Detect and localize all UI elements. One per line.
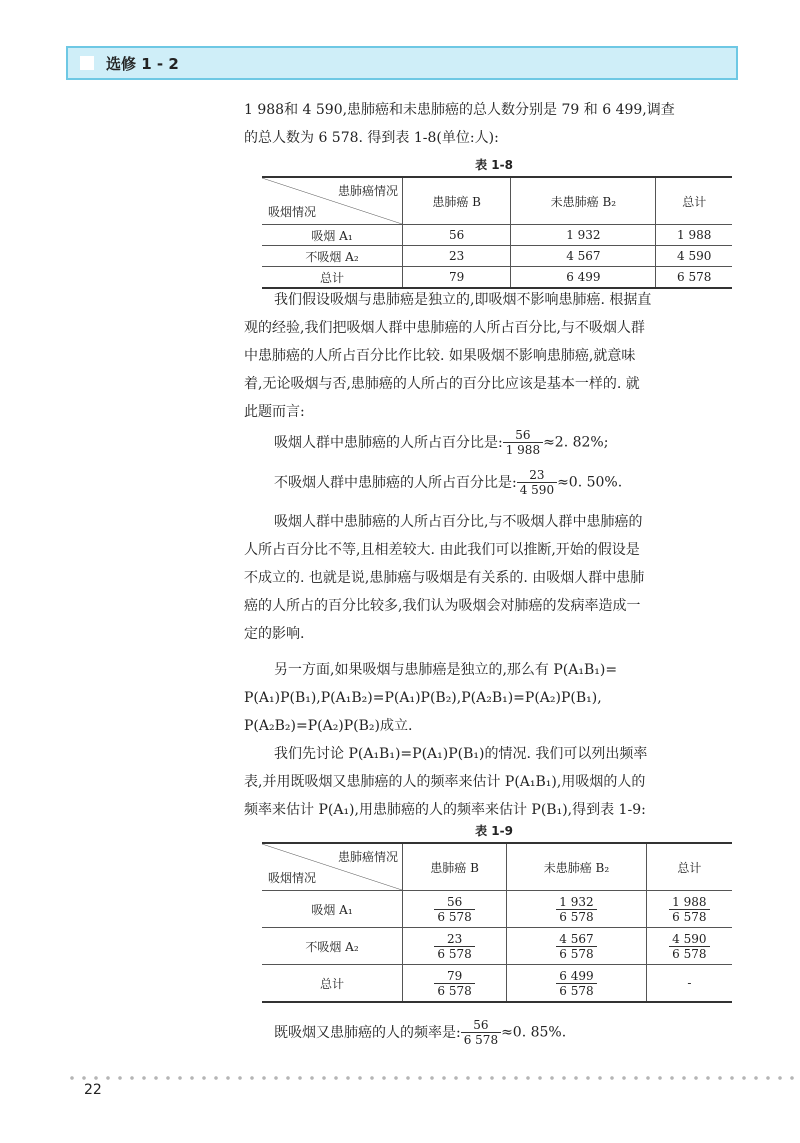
text-line: 人所占百分比不等,且相差较大. 由此我们可以推断,开始的假设是 xyxy=(244,542,640,558)
formula-result: ≈0. 50%. xyxy=(557,474,623,491)
formula-result: ≈2. 82%; xyxy=(543,434,609,451)
column-header: 总计 xyxy=(646,843,732,891)
paragraph-1 xyxy=(244,286,744,426)
page-number: 22 xyxy=(84,1082,102,1098)
row-label: 不吸烟 A₂ xyxy=(262,246,403,267)
fraction: $\frac{1 988}{6 578}$ xyxy=(669,895,709,924)
text-line: 吸烟人群中患肺癌的人所占百分比,与不吸烟人群中患肺癌的 xyxy=(274,514,643,530)
intro-text xyxy=(244,96,744,152)
text-line: 我们假设吸烟与患肺癌是独立的,即吸烟不影响患肺癌. 根据直 xyxy=(274,292,652,308)
text-line: 癌的人所占的百分比较多,我们认为吸烟会对肺癌的发病率造成一 xyxy=(244,598,641,614)
column-header: 未患肺癌 B₂ xyxy=(511,177,656,225)
text-line: 不成立的. 也就是说,患肺癌与吸烟是有关系的. 由吸烟人群中患肺 xyxy=(244,570,645,586)
text-line: P(A₁)P(B₁),P(A₁B₂)=P(A₁)P(B₂),P(A₂B₁)=P(A₂)P(B₁), xyxy=(244,690,602,706)
text-line: 着,无论吸烟与否,患肺癌的人所占的百分比应该是基本一样的. 就 xyxy=(244,376,640,392)
table-cell: 23 xyxy=(403,246,511,267)
paragraph-3 xyxy=(244,656,744,740)
row-label: 总计 xyxy=(262,965,403,1003)
row-label: 吸烟 A₁ xyxy=(262,225,403,246)
table-cell: 56 xyxy=(403,225,511,246)
text-line: 表,并用既吸烟又患肺癌的人的频率来估计 P(A₁B₁),用吸烟的人的 xyxy=(244,774,646,790)
column-header: 患肺癌 B xyxy=(403,177,511,225)
row-label: 不吸烟 A₂ xyxy=(262,928,403,965)
table-cell: 6 499 xyxy=(511,267,656,289)
formula-text: 吸烟人群中患肺癌的人所占百分比是: xyxy=(274,434,503,451)
corner-bottom-label: 吸烟情况 xyxy=(268,871,317,885)
fraction: $\frac{4 590}{6 578}$ xyxy=(669,932,709,961)
table-row xyxy=(262,965,732,1003)
corner-top-label: 患肺癌情况 xyxy=(337,850,398,864)
table-cell xyxy=(403,891,507,928)
text-line: P(A₂B₂)=P(A₂)P(B₂)成立. xyxy=(244,718,413,734)
fraction: $\frac{56}{1 988}$ xyxy=(503,428,543,457)
paragraph-4 xyxy=(244,740,744,824)
table-corner xyxy=(262,177,403,225)
table-row xyxy=(262,928,732,965)
paragraph-2 xyxy=(244,508,744,648)
corner-top-label: 患肺癌情况 xyxy=(337,184,398,198)
table-row xyxy=(262,246,732,267)
table-caption: 表 1-9 xyxy=(475,824,513,838)
table-header-row xyxy=(262,843,732,891)
chapter-title: 选修 1 - 2 xyxy=(106,54,179,73)
chapter-header xyxy=(66,46,738,80)
table-row xyxy=(262,891,732,928)
fraction: $\frac{56}{6 578}$ xyxy=(434,895,474,924)
text-line: 定的影响. xyxy=(244,626,305,642)
table-cell xyxy=(646,928,732,965)
row-label: 总计 xyxy=(262,267,403,289)
table-row xyxy=(262,225,732,246)
table-row xyxy=(262,267,732,289)
text-line: 中患肺癌的人所占百分比作比较. 如果吸烟不影响患肺癌,就意味 xyxy=(244,348,636,364)
table-cell xyxy=(403,965,507,1003)
column-header: 未患肺癌 B₂ xyxy=(507,843,647,891)
table-1-8 xyxy=(262,176,732,289)
text-line: 的总人数为 6 578. 得到表 1-8(单位:人): xyxy=(244,130,499,146)
text-line: 另一方面,如果吸烟与患肺癌是独立的,那么有 P(A₁B₁)= xyxy=(274,662,618,678)
table-corner xyxy=(262,843,403,891)
formula-3 xyxy=(244,1018,744,1047)
table-cell: 6 578 xyxy=(656,267,732,289)
corner-bottom-label: 吸烟情况 xyxy=(268,205,317,219)
table-cell xyxy=(507,965,647,1003)
table-cell xyxy=(403,928,507,965)
fraction: $\frac{23}{6 578}$ xyxy=(434,932,474,961)
fraction: $\frac{4 567}{6 578}$ xyxy=(556,932,596,961)
table-cell xyxy=(646,891,732,928)
text-line: 频率来估计 P(A₁),用患肺癌的人的频率来估计 P(B₁),得到表 1-9: xyxy=(244,802,646,818)
fraction: $\frac{6 499}{6 578}$ xyxy=(556,969,596,998)
formula-2 xyxy=(244,468,744,497)
table-cell: - xyxy=(646,965,732,1003)
fraction: $\frac{56}{6 578}$ xyxy=(461,1018,501,1047)
text-line: 此题而言: xyxy=(244,404,305,420)
formula-text: 既吸烟又患肺癌的人的频率是: xyxy=(274,1024,461,1041)
text-line: 观的经验,我们把吸烟人群中患肺癌的人所占百分比,与不吸烟人群 xyxy=(244,320,645,336)
formula-1 xyxy=(244,428,744,457)
table-cell: 4 590 xyxy=(656,246,732,267)
table-1-9 xyxy=(262,842,732,1003)
formula-text: 不吸烟人群中患肺癌的人所占百分比是: xyxy=(274,474,517,491)
text-line: 我们先讨论 P(A₁B₁)=P(A₁)P(B₁)的情况. 我们可以列出频率 xyxy=(274,746,648,762)
column-header: 患肺癌 B xyxy=(403,843,507,891)
column-header: 总计 xyxy=(656,177,732,225)
table-cell: 1 988 xyxy=(656,225,732,246)
table-caption: 表 1-8 xyxy=(475,158,513,172)
table-cell xyxy=(507,928,647,965)
row-label: 吸烟 A₁ xyxy=(262,891,403,928)
header-square-icon xyxy=(80,56,94,70)
text-line: 1 988和 4 590,患肺癌和未患肺癌的总人数分别是 79 和 6 499,调查 xyxy=(244,102,675,118)
footer-divider xyxy=(66,1076,800,1080)
table-header-row xyxy=(262,177,732,225)
table-cell: 79 xyxy=(403,267,511,289)
fraction: $\frac{23}{4 590}$ xyxy=(517,468,557,497)
fraction: $\frac{79}{6 578}$ xyxy=(434,969,474,998)
table-cell: 1 932 xyxy=(511,225,656,246)
table-cell: 4 567 xyxy=(511,246,656,267)
formula-result: ≈0. 85%. xyxy=(501,1024,567,1041)
table-cell xyxy=(507,891,647,928)
fraction: $\frac{1 932}{6 578}$ xyxy=(556,895,596,924)
